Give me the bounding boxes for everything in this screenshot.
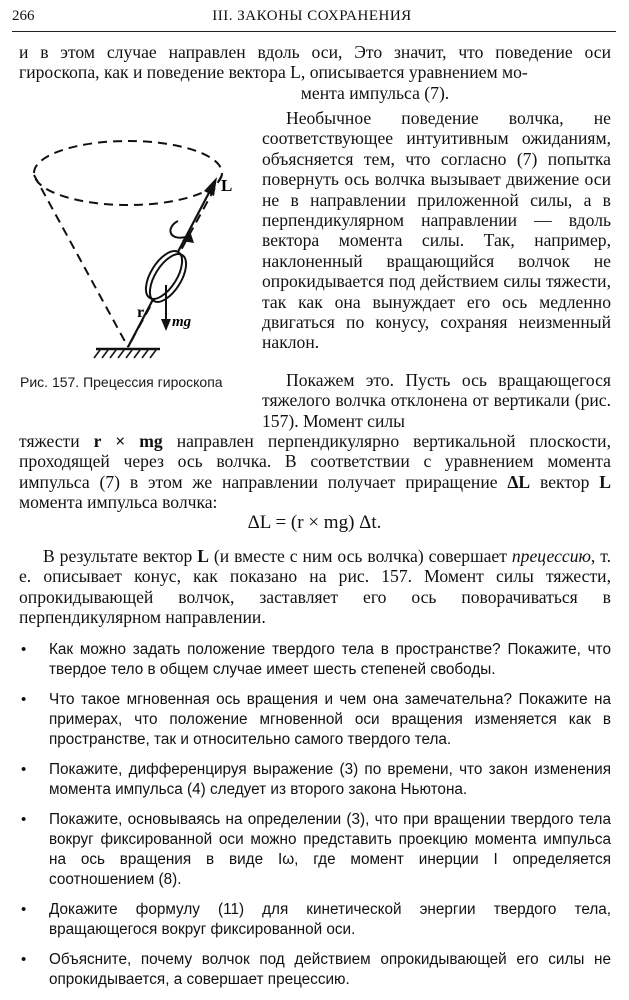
question-item <box>19 900 611 940</box>
figure-caption: Рис. 157. Прецессия гироскопа <box>20 374 223 390</box>
bullet-icon: • <box>21 951 27 968</box>
spin-arrow <box>170 221 186 238</box>
question-item <box>19 690 611 750</box>
bullet-icon: • <box>21 761 27 778</box>
cone-rim <box>34 141 222 205</box>
bullet-icon: • <box>21 691 27 708</box>
bullet-icon: • <box>21 811 27 828</box>
p4-text-c: вектор <box>530 471 600 492</box>
paragraph-show-this: Покажем это. Пусть ось вращающегося тяжелого волчка отклонена от вертикали (рис. 157). Момент силы <box>262 370 611 431</box>
paragraph-intro-last-line: мента импульса (7). <box>300 82 450 103</box>
paragraph-unusual-behavior: Необычное поведение волчка, не соответствующее интуитивным ожиданиям, объясняется тем, что согласно (7) попытка повернуть ось волчка вызывает движение оси не в направлении приложенной силы, а в перпендикулярном направлении — вдоль вектора момента силы. Так, например, наклоненный вращающийся волчок не опрокидывается под действием силы тяжести, так как она вынуждает его ось медленно двигаться по конусу, сохраняя неизменный наклон. <box>262 108 611 353</box>
paragraph-intro <box>19 42 611 103</box>
bullet-icon: • <box>21 901 27 918</box>
question-text: Объясните, почему волчок под действием опрокидывающей его силы не опрокидывается, а совершает прецессию. <box>49 951 611 988</box>
question-text: Как можно задать положение твердого тела в пространстве? Покажите, что твердое тело в общем случае имеет шесть степеней свободы. <box>49 641 611 678</box>
p5-L: L <box>197 546 209 566</box>
page-number: 266 <box>12 8 35 24</box>
p4-text-d: момента импульса волчка: <box>19 492 218 513</box>
label-r: r <box>137 304 145 321</box>
figure-157 <box>18 125 258 395</box>
paragraph-torque <box>19 431 611 513</box>
p5-text-c: , т. е. описывает конус, как показано на рис. 157. Момент силы тяжести, опрокидывающей волчок, заставляет его ось поворачиваться в перпендикулярном направлении. <box>19 546 612 628</box>
paragraph-precession <box>19 546 611 628</box>
p4-rxmg: r × mg <box>93 431 163 451</box>
p5-text-b: (и вместе с ним ось волчка) совершает <box>208 546 512 566</box>
label-L: L <box>221 176 233 195</box>
label-mg: mg <box>172 314 192 330</box>
chapter-title: III. ЗАКОНЫ СОХРАНЕНИЯ <box>212 8 412 24</box>
question-item <box>19 760 611 800</box>
question-item <box>19 640 611 680</box>
gyroscope-precession-diagram <box>18 125 258 370</box>
p5-text-a: В результате вектор <box>43 546 198 566</box>
p4-text-b: направлен перпендикулярно вертикальной плоскости, проходящей через ось волчка. В соответствии с уравнением момента импульса (7) в этом же направлении получает приращение <box>19 431 611 492</box>
p4-dL: ΔL <box>507 471 531 492</box>
mg-arrowhead <box>161 319 171 331</box>
p5-precession-term: прецессию <box>511 546 591 566</box>
question-text: Покажите, основываясь на определении (3), что при вращении твердого тела вокруг фиксированной оси можно представить проекцию момента импульса на ось вращения в виде Iω, где момент инерции I определяется соотношением (8). <box>49 811 611 888</box>
question-text: Докажите формулу (11) для кинетической энергии твердого тела, вращающегося вокруг фиксированной оси. <box>49 901 611 938</box>
formula-dL: ΔL = (r × mg) Δt. <box>247 512 382 533</box>
ground-hatch <box>94 350 156 358</box>
p4-L: L <box>599 471 611 492</box>
p4-text-a: тяжести <box>19 431 94 451</box>
question-text: Покажите, дифференцируя выражение (3) по времени, что закон изменения момента импульса (4) следует из второго закона Ньютона. <box>49 761 611 798</box>
question-item <box>19 950 611 990</box>
question-text: Что такое мгновенная ось вращения и чем она замечательна? Покажите на примерах, что положение мгновенной оси вращения изменяется как в пространстве, так и относительно самого твердого тела. <box>49 691 611 748</box>
paragraph-intro-text: и в этом случае направлен вдоль оси, Это значит, что поведение оси гироскопа, как и поведение вектора L, описывается уравнением мо- <box>19 42 611 83</box>
header-rule <box>12 31 616 32</box>
L-arrowhead <box>204 177 217 196</box>
running-header <box>12 8 612 30</box>
bullet-icon: • <box>21 641 27 658</box>
question-item <box>19 810 611 890</box>
review-questions <box>19 640 611 1000</box>
